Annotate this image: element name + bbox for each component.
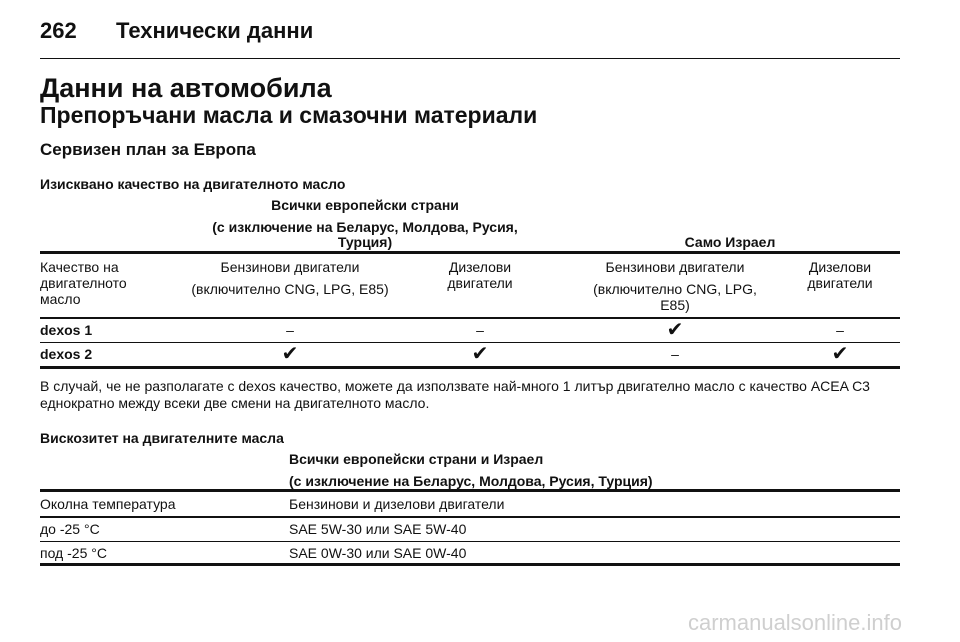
viscosity-header-rule (40, 516, 900, 518)
col-diesel-eu-line1: Дизелови (448, 259, 512, 275)
check-icon: ✔ (831, 343, 849, 365)
row-cell: – (671, 346, 679, 362)
col-petrol-il-line1: Бензинови двигатели (605, 259, 745, 275)
col-petrol-il-line2a: (включително CNG, LPG, (593, 281, 757, 297)
group-europe-line2b: Турция) (337, 234, 393, 250)
col-engines: Бензинови и дизелови двигатели (289, 496, 505, 512)
table-top-rule (40, 251, 900, 254)
col-petrol-il-line2b: E85) (660, 297, 690, 313)
group-israel: Само Израел (684, 234, 776, 250)
viscosity-group-line2: (с изключение на Беларус, Молдова, Русия, Турция) (289, 473, 653, 489)
col-diesel-eu-line2: двигатели (447, 275, 513, 291)
row-temperature: до -25 °C (40, 521, 100, 537)
header-bottom-rule (40, 317, 900, 319)
sub-heading: Препоръчани масла и смазочни материали (40, 102, 538, 128)
col-quality-line1: Качество на (40, 259, 119, 275)
watermark: carmanualsonline.info (687, 610, 902, 635)
page-number: 262 (40, 18, 77, 43)
viscosity-bottom-rule (40, 563, 900, 566)
service-plan-heading: Сервизен план за Европа (40, 140, 256, 159)
row-cell: – (286, 322, 294, 338)
group-europe-line1: Всички европейски страни (271, 197, 459, 213)
col-temperature: Околна температура (40, 496, 176, 512)
row-viscosity: SAE 5W-30 или SAE 5W-40 (289, 521, 467, 537)
oil-quality-title: Изисквано качество на двигателното масло (40, 176, 346, 192)
viscosity-group-line1: Всички европейски страни и Израел (289, 451, 544, 467)
row-viscosity: SAE 0W-30 или SAE 0W-40 (289, 545, 467, 561)
row-grade: dexos 1 (40, 322, 93, 338)
row-cell: – (476, 322, 484, 338)
viscosity-title: Вискозитет на двигателните масла (40, 430, 284, 446)
col-petrol-eu-line1: Бензинови двигатели (220, 259, 360, 275)
check-icon: ✔ (281, 343, 299, 365)
section-title: Технически данни (116, 18, 314, 43)
col-quality-line2: двигателното (40, 275, 127, 291)
header-divider (40, 58, 900, 59)
row-temperature: под -25 °C (40, 545, 107, 561)
group-europe-line2a: (с изключение на Беларус, Молдова, Русия, (212, 219, 518, 235)
viscosity-top-rule (40, 489, 900, 492)
col-diesel-il-line1: Дизелови (808, 259, 872, 275)
row-divider (40, 342, 900, 343)
col-quality-line3: масло (40, 291, 81, 307)
main-heading: Данни на автомобила (40, 73, 332, 103)
oil-note: В случай, че не разполагате с dexos качество, можете да използвате най-много 1 литър двигателно масло с качество ACEA C3 еднократно между всеки две смени на двигателното масло. (40, 378, 870, 411)
col-diesel-il-line2: двигатели (807, 275, 873, 291)
row-cell: – (836, 322, 844, 338)
table-bottom-rule (40, 366, 900, 369)
col-petrol-eu-line2: (включително CNG, LPG, E85) (191, 281, 389, 297)
check-icon: ✔ (666, 319, 684, 341)
row-divider (40, 541, 900, 542)
row-grade: dexos 2 (40, 346, 93, 362)
check-icon: ✔ (471, 343, 489, 365)
